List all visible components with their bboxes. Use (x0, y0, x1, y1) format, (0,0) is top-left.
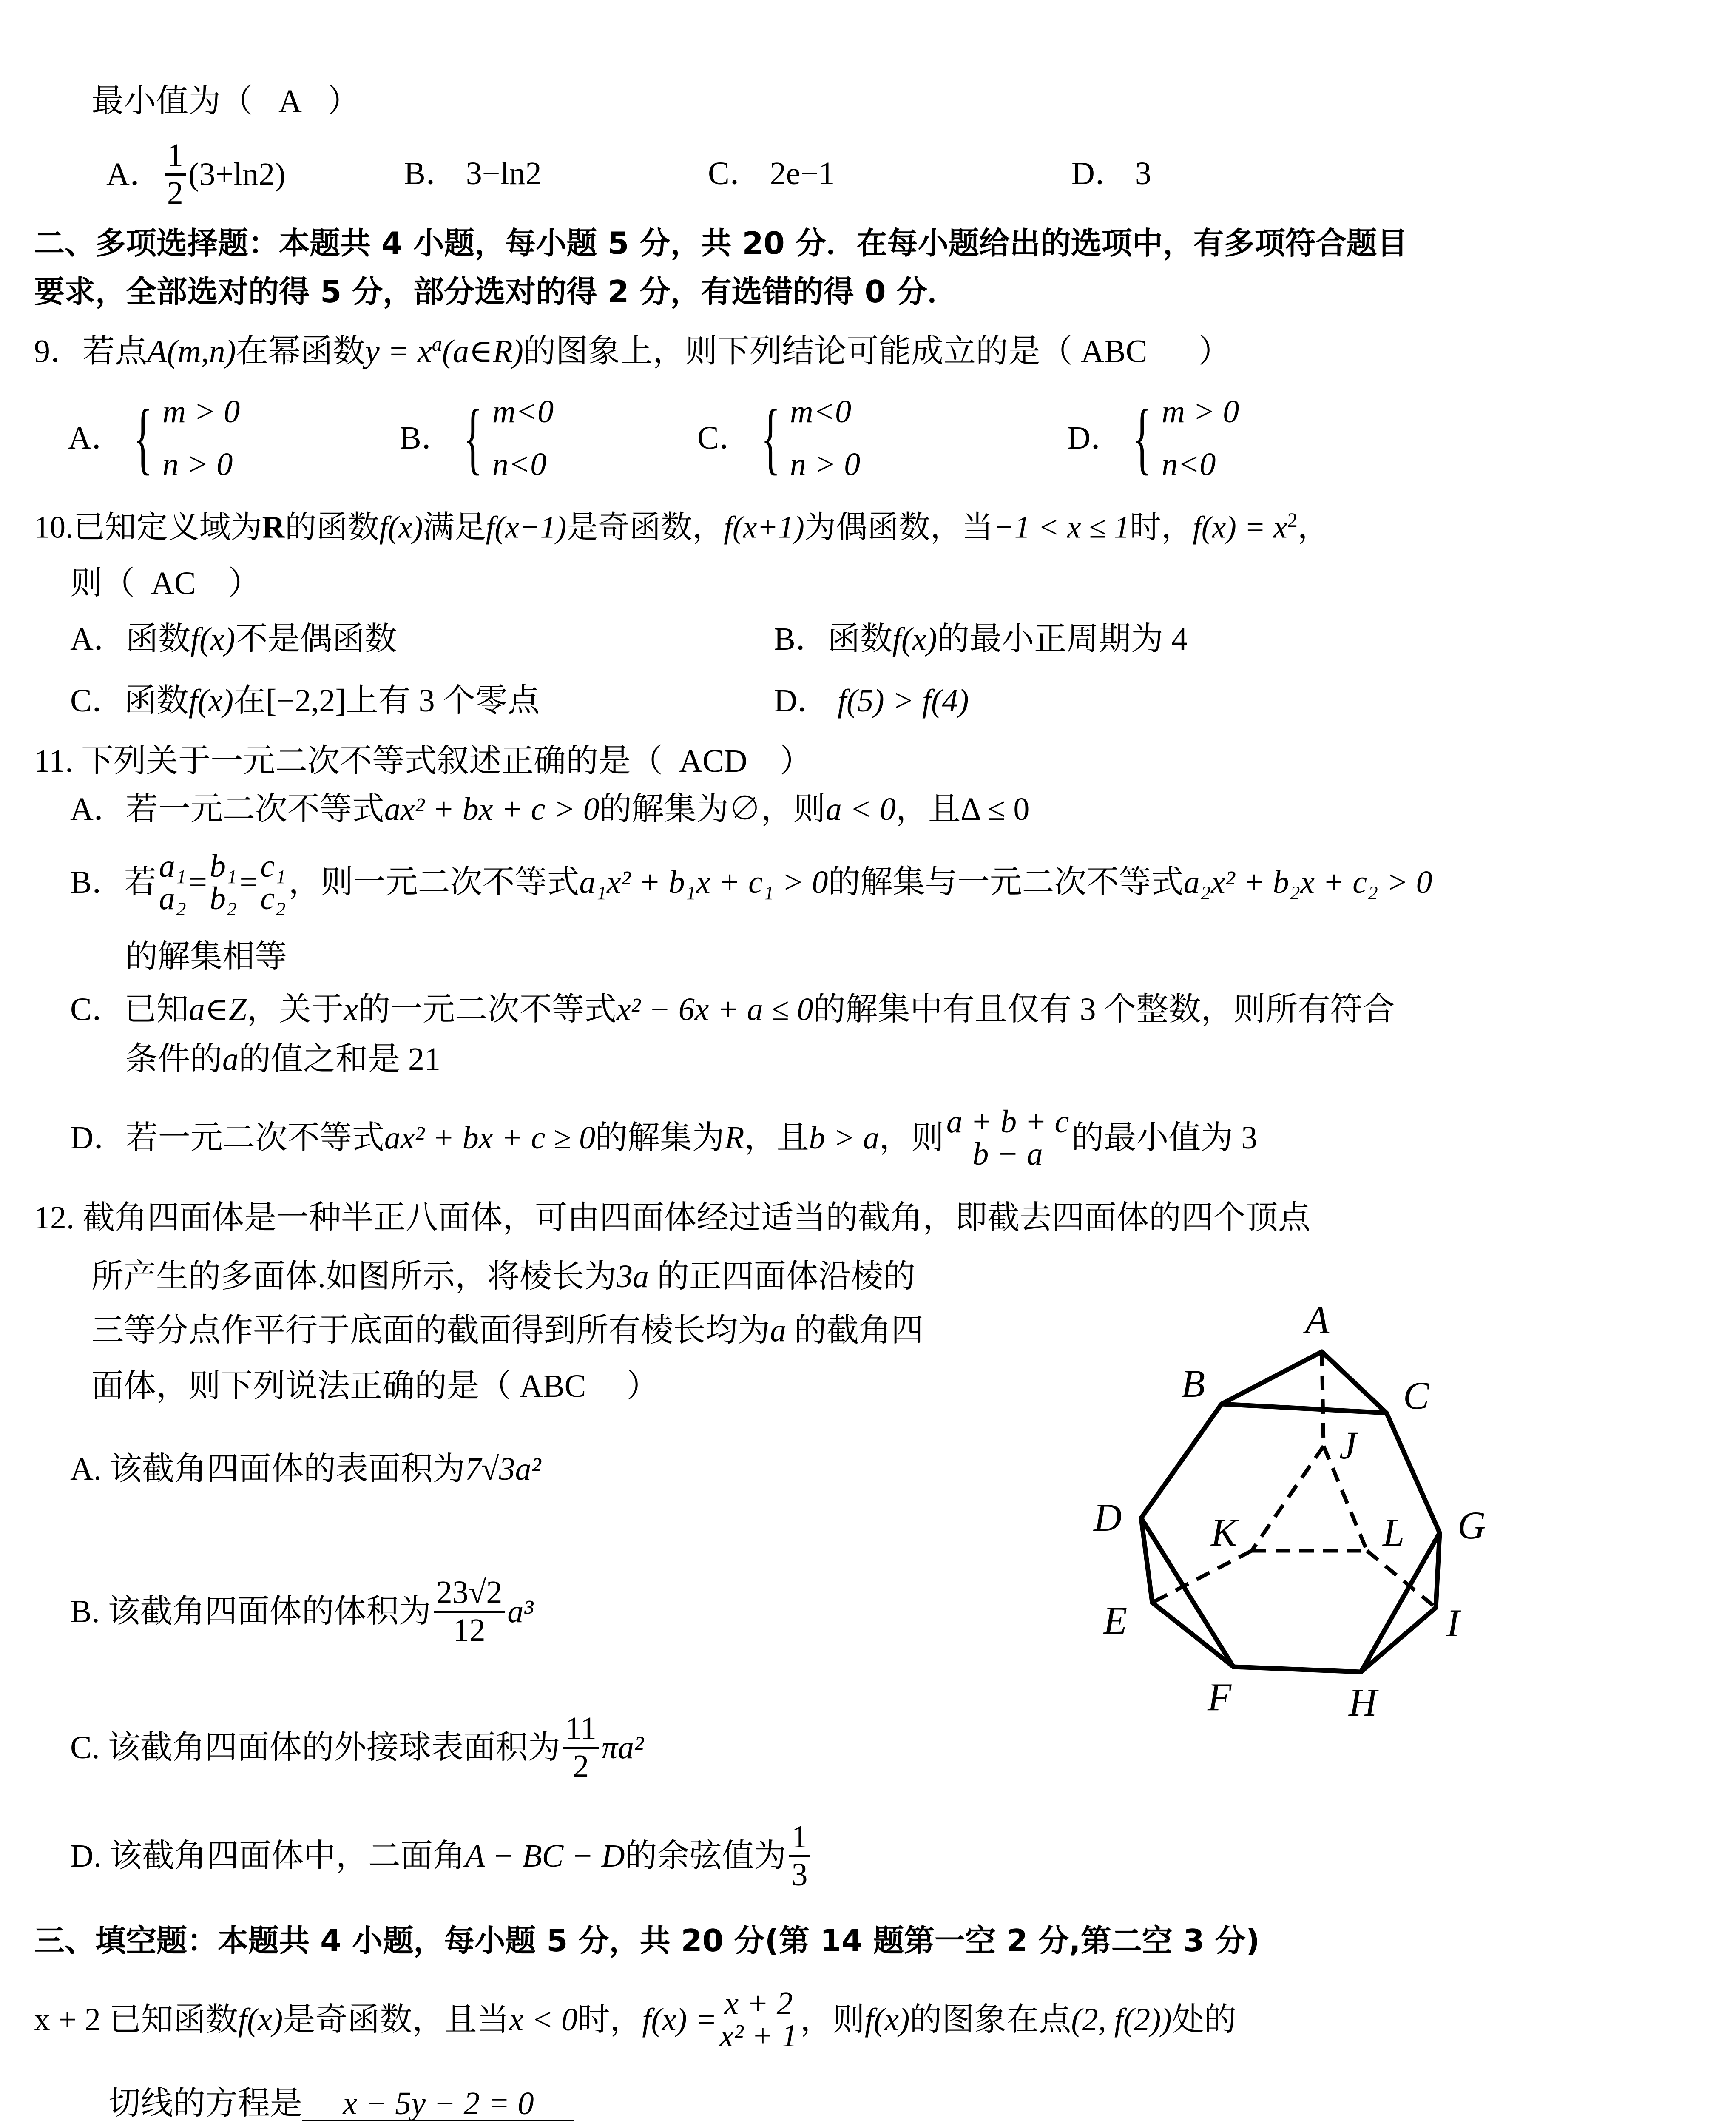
text: ，则一元二次不等式 (288, 864, 580, 900)
math: R (262, 510, 285, 545)
q11-option-a (70, 793, 1029, 825)
q11-option-b (70, 840, 1432, 925)
denominator: 3 (791, 1856, 808, 1893)
vertex-label-c: C (1403, 1374, 1429, 1417)
math: f(x) (892, 621, 938, 657)
option-label: C． (697, 420, 751, 456)
option-label: B． (774, 621, 828, 657)
system-brace: { m<0 n > 0 (761, 393, 861, 483)
denominator: x² + 1 (719, 2018, 798, 2054)
option-label: A． (106, 156, 162, 192)
q12-stem-line3 (91, 1314, 923, 1347)
q13-answer: x − 5y − 2 = 0 (343, 2086, 534, 2121)
math: [−2,2] (266, 683, 346, 719)
vertex-label-j: J (1339, 1424, 1357, 1467)
option-label: C． (70, 683, 124, 719)
text: 的最小值为 3 (1071, 1120, 1258, 1156)
q9-number: 9． (34, 333, 82, 369)
option-label: D． (1067, 420, 1123, 456)
math: m<0 (492, 394, 554, 429)
text: 不是偶函数 (235, 621, 397, 657)
text: 所产生的多面体.如图所示，将棱长为 (91, 1259, 617, 1294)
q11-answer: ACD (679, 743, 747, 779)
text: 为偶函数，当 (804, 510, 993, 545)
q9-option-a (68, 387, 240, 489)
option-label: C. (70, 1730, 100, 1765)
math: f(x+1) (724, 510, 804, 545)
text: 函数 (125, 621, 190, 657)
q9-option-c (697, 387, 860, 489)
vertex-label-d: D (1094, 1496, 1122, 1539)
q9-option-d (1067, 387, 1239, 489)
math: f(x) (188, 683, 234, 719)
math: (2, f(2)) (1071, 2002, 1172, 2038)
text: ） (626, 1368, 659, 1404)
text: 若一元二次不等式 (125, 1120, 384, 1156)
numerator: 1 (165, 138, 186, 176)
math: a³ (507, 1594, 534, 1629)
numerator: a + b + c (946, 1104, 1069, 1140)
text: ，则 (800, 2002, 865, 2038)
hidden-edge-a-j (1322, 1352, 1324, 1446)
text: 下列关于一元二次不等式叙述正确的是（ (81, 743, 663, 779)
q12-answer: ABC (520, 1368, 586, 1404)
equals-sign: = (239, 864, 258, 900)
option-label: C． (70, 992, 124, 1027)
fraction (789, 1819, 810, 1893)
q12-option-d (70, 1813, 813, 1899)
text: ，且 (744, 1120, 809, 1156)
math: ax² + bx + c ≥ 0 (384, 1120, 596, 1156)
vertex-label-b: B (1181, 1362, 1205, 1405)
vertex-label-g: G (1458, 1504, 1486, 1547)
math: R (725, 1120, 744, 1156)
text: 已知定义域为 (73, 510, 262, 545)
option-label: D． (70, 1120, 126, 1156)
text: 的正四面体沿棱的 (657, 1259, 915, 1294)
option-label: C． (708, 156, 762, 191)
text: 函数 (827, 621, 892, 657)
q10-option-c (70, 685, 540, 717)
q10-stem (34, 510, 1329, 543)
numerator: a₁ (159, 848, 187, 884)
section3-heading: 三、填空题：本题共 4 小题，每小题 5 分，共 20 分(第 14 题第一空 2 分,第二空 3 分) (34, 1923, 1260, 1958)
text: 的值之和是 21 (239, 1041, 440, 1077)
text: 的一元二次不等式 (358, 992, 617, 1027)
fraction (210, 850, 237, 915)
text: 处的 (1171, 2002, 1236, 2038)
math: n > 0 (790, 446, 861, 482)
fraction (563, 1711, 599, 1784)
math: f(5) > f(4) (837, 683, 969, 719)
q8-option-b (404, 157, 542, 190)
option-label: A． (70, 621, 126, 657)
text: 的图象在点 (909, 2002, 1071, 2038)
text: 上有 3 个零点 (346, 683, 540, 719)
math: a₂x² + b₂x + c₂ > 0 (1183, 864, 1432, 900)
option-expr: 3 (1135, 156, 1151, 191)
q11-option-c (70, 993, 1395, 1026)
q9-stem (34, 334, 1230, 367)
q11-option-b-cont: 的解集相等 (125, 939, 287, 975)
system-brace: { m > 0 n > 0 (133, 393, 240, 483)
text: 是奇函数， (566, 510, 724, 545)
math: a (222, 1041, 239, 1077)
math: y = x (365, 333, 432, 369)
denominator: b₂ (210, 881, 237, 916)
numerator: b₁ (210, 848, 237, 884)
math: (a∈R) (442, 333, 523, 369)
text: 的解集为 (595, 1120, 725, 1156)
option-label: D． (774, 683, 830, 719)
q12-stem-line1 (34, 1202, 1310, 1234)
numerator: 23√2 (434, 1575, 505, 1613)
text: 的最小正周期为 4 (937, 621, 1188, 657)
denominator: 12 (453, 1612, 486, 1648)
math-exponent: 2 (1287, 509, 1298, 532)
math: ax² + bx + c > 0 (384, 791, 600, 827)
math: x² − 6x + a ≤ 0 (616, 992, 813, 1027)
text: 三等分点作平行于底面的截面得到所有棱长均为 (91, 1313, 770, 1348)
math: x < 0 (509, 2002, 578, 2038)
denominator: 2 (167, 175, 183, 211)
text: 在 (233, 683, 266, 719)
q10-number: 10. (34, 510, 74, 545)
math: a < 0 (825, 791, 896, 827)
option-label: D． (1071, 156, 1127, 191)
text: ，则 (879, 1120, 944, 1156)
text: 的余弦值为 (625, 1838, 787, 1874)
q8-option-a (106, 136, 285, 213)
numerator: 1 (789, 1819, 810, 1857)
text: 该截角四面体的体积为 (108, 1594, 431, 1629)
math: n > 0 (162, 446, 233, 482)
text: 时， (1130, 510, 1193, 545)
q12-option-c (70, 1705, 644, 1790)
q10-then (70, 567, 261, 600)
q13-stem (34, 1977, 1236, 2062)
text: 的解集为∅，则 (599, 791, 826, 827)
fraction (719, 1987, 798, 2052)
answer-blank[interactable] (302, 2087, 574, 2121)
text: 是奇函数，且当 (283, 2002, 509, 2038)
text: 已知函数 (108, 2002, 238, 2038)
text: 的图象上，则下列结论可能成立的是（ (523, 333, 1073, 369)
math: a (770, 1313, 786, 1348)
text: 函数 (124, 683, 189, 719)
text: 已知 (124, 992, 189, 1027)
q8-stem-text: 最小值为（ (91, 83, 253, 119)
vertex-label-k: K (1211, 1511, 1237, 1554)
equals-sign: = (189, 864, 207, 900)
math: b > a (809, 1120, 879, 1156)
text: 在幂函数 (236, 333, 365, 369)
q11-option-c-cont (125, 1043, 440, 1075)
math: A − BC − D (465, 1838, 625, 1874)
math: f(x) (190, 621, 236, 657)
text: 截角四面体是一种半正八面体，可由四面体经过适当的截角，即截去四面体的四个顶点 (82, 1200, 1310, 1236)
numerator: x + 2 (724, 1986, 793, 2021)
text: 若 (124, 864, 156, 900)
option-label: A. (70, 1451, 102, 1487)
section2-heading-line1: 二、多项选择题：本题共 4 小题，每小题 5 分，共 20 分．在每小题给出的选项中，有多项符合题目 (34, 225, 1408, 261)
fraction (434, 1575, 505, 1648)
option-label: D. (70, 1838, 102, 1874)
fraction (260, 850, 286, 915)
math: n<0 (1162, 446, 1216, 482)
denominator: 2 (573, 1748, 589, 1784)
text: 则（ (70, 566, 135, 601)
text: 时， (577, 2002, 642, 2038)
option-label: A． (70, 791, 126, 827)
math: −1 < x ≤ 1 (993, 510, 1130, 545)
system-brace: { m<0 n<0 (463, 393, 554, 483)
denominator: a₂ (159, 881, 187, 916)
q8-option-d (1071, 157, 1151, 190)
option-label: B. (70, 1594, 100, 1629)
q11-option-d (70, 1095, 1257, 1180)
text: ，关于 (247, 992, 344, 1027)
denominator: c₂ (260, 881, 286, 916)
text: 的解集中有且仅有 3 个整数，则所有符合 (813, 992, 1395, 1027)
math: f(x) (238, 2002, 283, 2038)
option-expr: (3+ln2) (188, 156, 286, 192)
text: ， (1297, 510, 1329, 545)
edge-h-i (1361, 1608, 1436, 1672)
denominator: b − a (972, 1136, 1043, 1172)
q13-number: x + 2 (34, 2002, 101, 2038)
section2-heading-line2: 要求，全部选对的得 5 分，部分选对的得 2 分，有选错的得 0 分． (34, 274, 958, 310)
text: ） (1198, 333, 1231, 369)
q8-option-c (708, 157, 835, 190)
q10-option-d (774, 685, 969, 717)
math: f(x−1) (486, 510, 567, 545)
option-expr: 2e−1 (770, 156, 835, 191)
text: ） (228, 566, 261, 601)
system-brace: { m > 0 n<0 (1132, 393, 1239, 483)
fraction (946, 1106, 1069, 1170)
q8-stem (91, 85, 360, 117)
math: f(x) = x (1193, 510, 1287, 545)
text: 若一元二次不等式 (125, 791, 384, 827)
vertex-label-i: I (1446, 1601, 1460, 1645)
text: 若点 (82, 333, 147, 369)
edge-top-triangle (1222, 1352, 1387, 1413)
text: 切线的方程是 (108, 2086, 302, 2121)
fraction (165, 138, 186, 211)
text: 该截角四面体中，二面角 (109, 1838, 465, 1874)
text: 条件的 (125, 1041, 222, 1077)
math: a₁x² + b₁x + c₁ > 0 (579, 864, 828, 900)
option-label: B． (400, 420, 454, 456)
q8-close: ） (327, 83, 360, 119)
q8-answer: A (278, 83, 302, 119)
vertex-label-e: E (1103, 1599, 1128, 1642)
text: 满足 (423, 510, 486, 545)
fraction (159, 850, 186, 915)
text: 面体，则下列说法正确的是（ (91, 1368, 511, 1404)
text: 该截角四面体的外接球表面积为 (108, 1730, 560, 1765)
math: Δ ≤ 0 (960, 791, 1030, 827)
vertex-label-a: A (1305, 1298, 1330, 1342)
text: ，且 (896, 791, 961, 827)
q10-answer: AC (151, 566, 196, 601)
q10-option-b (774, 623, 1188, 655)
q11-stem (34, 745, 812, 777)
math-exponent: a (432, 333, 442, 355)
math: m<0 (790, 394, 852, 429)
q10-option-a (70, 623, 397, 655)
hidden-edge-j-k (1252, 1446, 1324, 1551)
math: f(x) (864, 2002, 910, 2038)
q12-stem-line2 (91, 1260, 915, 1293)
option-label: B． (404, 156, 458, 191)
vertex-label-h: H (1349, 1681, 1377, 1722)
text: ） (779, 743, 812, 779)
math: a∈Z (188, 992, 247, 1027)
vertex-label-l: L (1383, 1511, 1405, 1554)
q12-option-a (70, 1453, 541, 1485)
math: A(m,n) (147, 333, 236, 369)
q12-number: 12. (34, 1200, 74, 1236)
q12-stem-line4 (91, 1370, 659, 1402)
q9-answer: ABC (1081, 333, 1148, 369)
option-expr: 3−ln2 (466, 156, 542, 191)
math: m > 0 (162, 394, 240, 429)
option-label: B． (70, 864, 124, 900)
math: πa² (601, 1730, 644, 1765)
vertex-label-f: F (1208, 1675, 1232, 1719)
q13-answer-line (108, 2087, 574, 2121)
q12-option-b (70, 1569, 533, 1654)
math: f(x) (379, 510, 423, 545)
text: 的解集与一元二次不等式 (828, 864, 1184, 900)
numerator: 11 (563, 1711, 599, 1749)
q11-number: 11. (34, 743, 74, 779)
math: n<0 (492, 446, 547, 482)
math: 7√3a² (465, 1451, 541, 1487)
text: 该截角四面体的表面积为 (109, 1451, 465, 1487)
truncated-tetrahedron-figure (1063, 1254, 1531, 1722)
math: 3a (617, 1259, 649, 1294)
text: 的函数 (284, 510, 379, 545)
option-label: A． (68, 420, 124, 456)
math: x (344, 992, 358, 1027)
numerator: c₁ (260, 848, 286, 884)
q9-option-b (400, 387, 554, 489)
math: f(x) = (642, 2002, 717, 2038)
text: 的截角四 (794, 1313, 923, 1348)
math: m > 0 (1162, 394, 1239, 429)
